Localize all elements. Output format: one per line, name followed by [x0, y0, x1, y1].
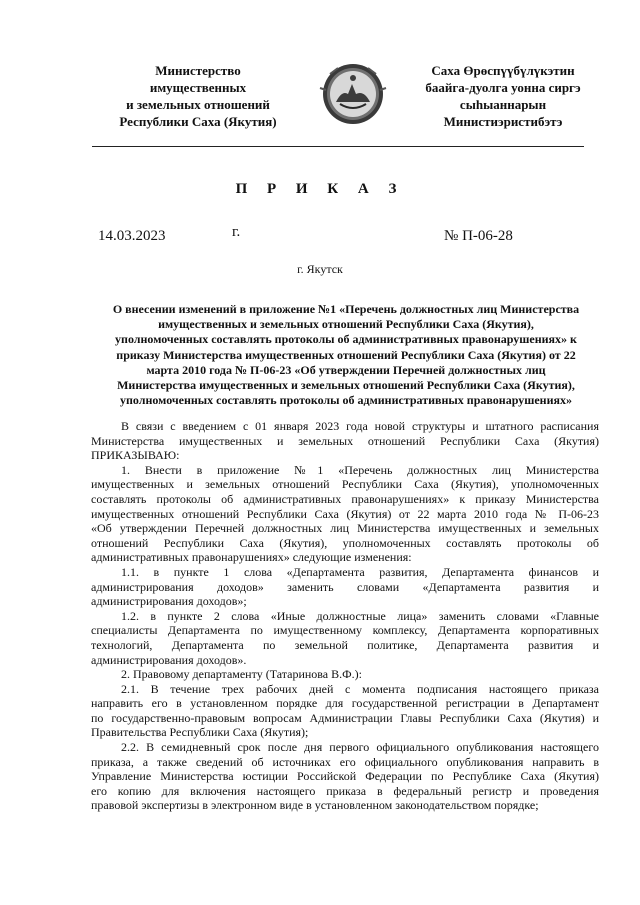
title-line: О внесении изменений в приложение №1 «Перечень должностных лиц Министерства [112, 302, 580, 316]
body-line: 2.2. В семидневный срок после дня первого официального опубликования настоящего [121, 740, 599, 755]
body-line: административных правонарушениях» следующие изменения: [91, 550, 412, 565]
body-line: по государственно-правовым вопросам Администрации Главы Республики Саха (Якутия) и [91, 710, 599, 725]
document-body [91, 419, 599, 813]
title-line: приказу Министерства имущественных отношений Республики Саха (Якутия) от 22 [116, 347, 576, 362]
header-line: Саха Өрөспүүбүлүкэтин [431, 63, 575, 78]
header-line: и земельных отношений [126, 97, 270, 112]
title-line: Министерства имущественных и земельных отношений Республики Саха (Якутия), [117, 378, 575, 393]
body-line: Министерства имущественных и земельных отношений Республики Саха (Якутия) [91, 433, 599, 448]
body-line: администрирования доходов». [91, 652, 247, 667]
body-line: приказа, а также сведений об источниках его официального опубликования направить в [91, 754, 599, 769]
date-suffix: г. [232, 224, 241, 240]
body-line: администрирования доходов» заменить словами «Департамента развития и [91, 579, 599, 594]
document-number [444, 228, 513, 245]
header-divider [92, 146, 584, 147]
header-line: сыһыаннарын [459, 97, 547, 112]
body-line: Управление Министерства юстиции Российской Федерации по Республике Саха (Якутия) [91, 769, 599, 784]
title-line: уполномоченных составлять протоколы об административных правонарушениях» к [115, 332, 577, 347]
body-line: правовой экспертизы в электронном виде в установленном законодательством порядке; [91, 798, 539, 813]
body-line: 1.1. в пункте 1 слова «Департамента развития, Департамента финансов и [121, 564, 599, 579]
header-line: имущественных [149, 80, 247, 95]
ministry-name-russian [78, 62, 318, 130]
number-label: № [444, 228, 459, 244]
title-line: марта 2010 года № П-06-23 «Об утверждении Перечней должностных лиц [146, 362, 546, 377]
body-line: 2. Правовому департаменту (Татаринова В.Ф.): [121, 667, 362, 682]
body-line: 1.2. в пункте 2 слова «Иные должностные лица» заменить словами «Главные [121, 608, 599, 623]
body-line: отношений Республики Саха (Якутия), уполномоченных составлять протоколы об [91, 535, 599, 550]
title-line: уполномоченных составлять протоколы об административных правонарушениях» [120, 393, 572, 408]
body-line: ПРИКАЗЫВАЮ: [91, 448, 180, 463]
body-line: администрирования доходов»; [91, 594, 247, 609]
document-date: 14.03.2023 [98, 228, 166, 244]
header-line: Республики Саха (Якутия) [119, 114, 277, 129]
header-line: баайга-дуолга уонна сиргэ [425, 80, 581, 95]
body-line: имущественных отношений Республики Саха (Якутия) от 22 марта 2010 года № П-06-23 [91, 506, 599, 521]
ministry-name-yakut [388, 62, 618, 130]
body-line: 2.1. В течение трех рабочих дней с момента подписания настоящего приказа [121, 681, 599, 696]
document-title [90, 302, 602, 408]
title-line: имущественных и земельных отношений Республики Саха (Якутия), [158, 317, 534, 332]
body-line: имущественных и земельных отношений Республики Саха (Якутия), уполномоченных [91, 477, 599, 492]
number-value: П-06-28 [462, 228, 513, 244]
body-line: «Об утверждении Перечней должностных лиц Министерства имущественных и земельных [91, 521, 599, 536]
document-city: г. Якутск [297, 262, 343, 276]
body-line: 1. Внести в приложение №1 «Перечень должностных лиц Министерства [121, 462, 599, 477]
body-line: Правительства Республики Саха (Якутия); [91, 725, 309, 740]
body-line: его копию для включения настоящего приказа в федеральный регистр и проведения [91, 783, 599, 798]
header-line: Министиэристибэтэ [443, 114, 563, 129]
body-line: специалисты Департамента по имущественному комплексу, Департамента корпоративных [91, 623, 599, 638]
body-line: В связи с введением с 01 января 2023 года новой структуры и штатного расписания [121, 419, 599, 433]
body-line: направить его в установленном порядке для государственной регистрации в Департамент [91, 696, 599, 711]
header-line: Министерство [155, 63, 241, 78]
sakha-republic-emblem-icon [318, 60, 388, 126]
body-line: составлять протоколы об административных правонарушениях» к приказу Министерства [91, 491, 599, 506]
body-line: технологий, Департамента по земельной политике, Департамента развития и [91, 637, 599, 652]
document-kind: П Р И К А З [235, 181, 405, 197]
